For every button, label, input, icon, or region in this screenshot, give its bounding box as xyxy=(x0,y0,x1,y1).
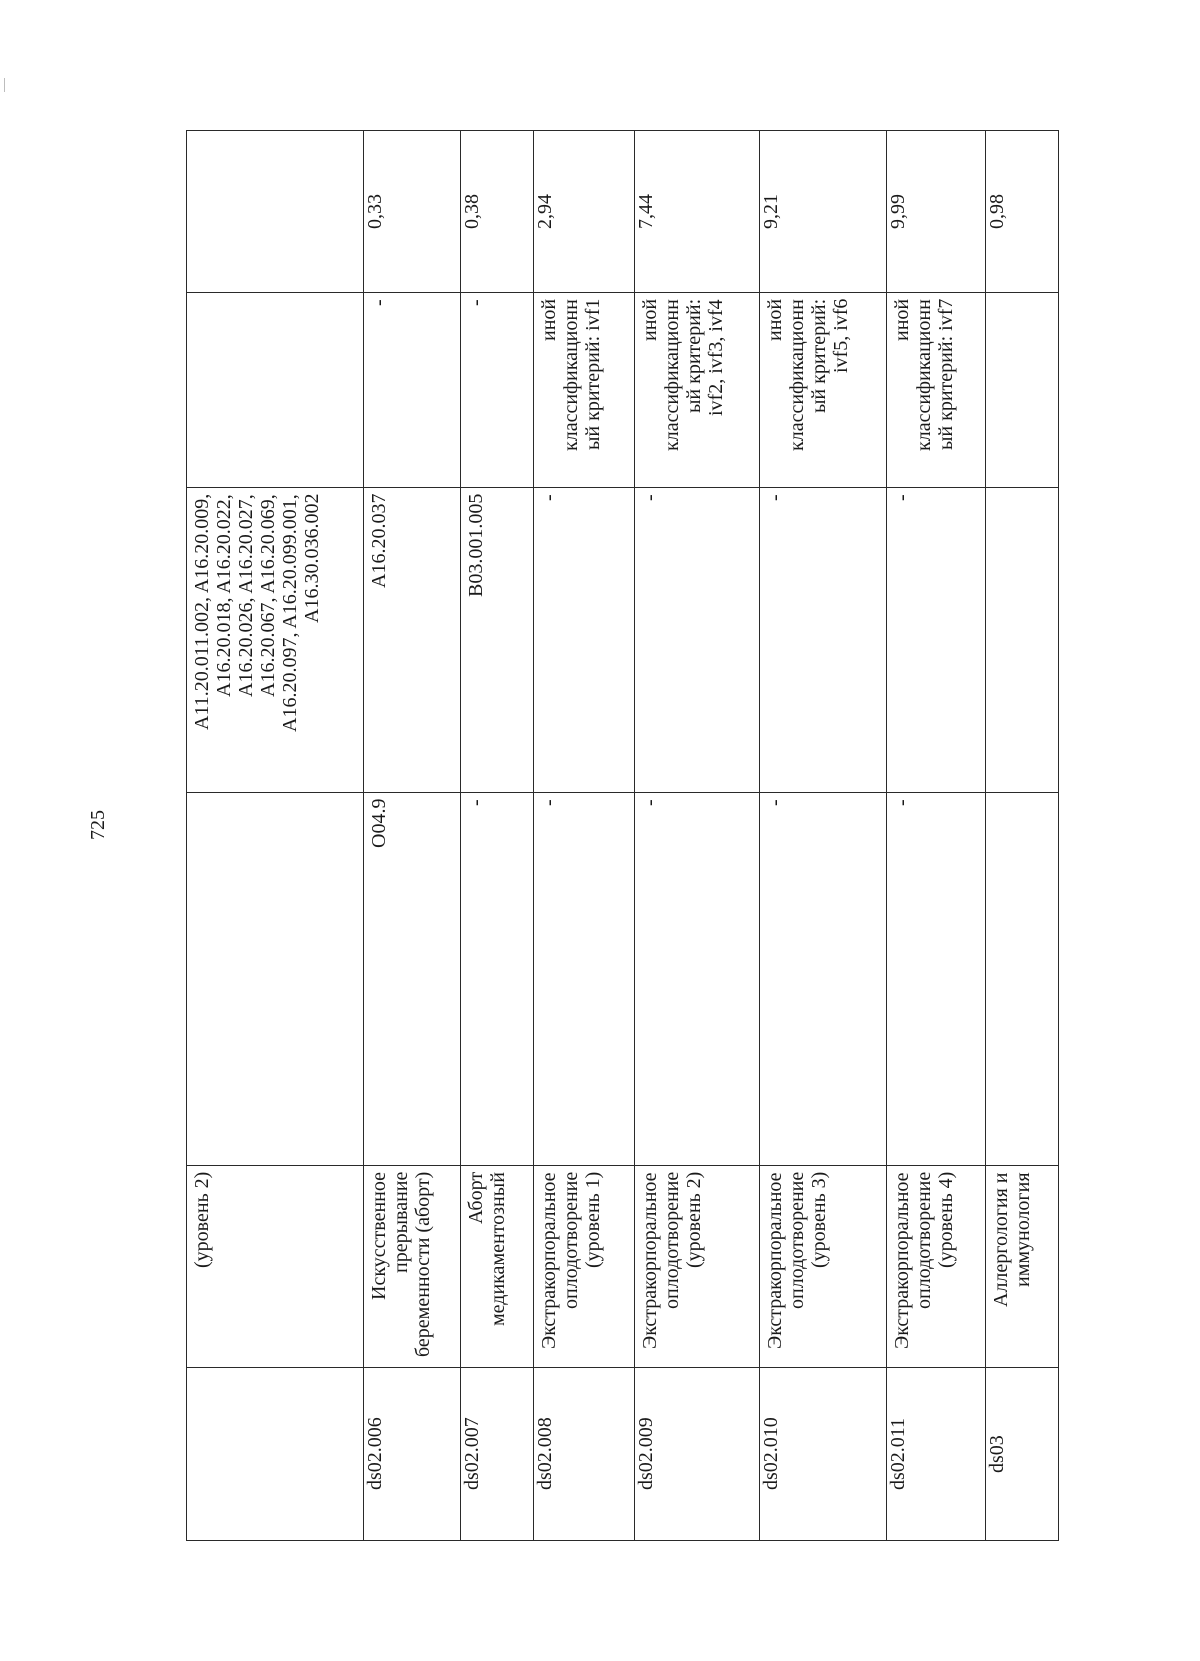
cell-text-service: - xyxy=(764,494,786,501)
cell-diagnosis xyxy=(760,793,887,1166)
cell-coef xyxy=(986,131,1059,293)
cell-diagnosis xyxy=(461,793,534,1166)
column-band-name xyxy=(187,1166,1059,1368)
cell-diagnosis xyxy=(534,793,635,1166)
cell-text-criterion xyxy=(986,293,1058,487)
cell-text-coef: 0,38 xyxy=(461,194,483,229)
cell-name xyxy=(187,1166,364,1368)
cell-name xyxy=(364,1166,461,1368)
cell-text-name: Аллергология и иммунология xyxy=(990,1172,1034,1307)
cell-text-service: A16.20.037 xyxy=(368,494,390,589)
cell-text-name: (уровень 2) xyxy=(191,1172,213,1269)
cell-text-criterion: - xyxy=(465,299,487,306)
cell-text-diagnosis: - xyxy=(639,799,661,806)
cell-text-criterion: иной классификационн ый критерий: ivf7 xyxy=(891,299,957,451)
cell-text-service: A11.20.011.002, A16.20.009, A16.20.018, A16.20.022, A16.20.026, A16.20.027, A16.20.067, A16.20.069, A16.20.097, A16.20.099.001, A16.30.036.002 xyxy=(191,494,323,732)
cell-service xyxy=(187,488,364,793)
cell-text-name: Экстракорпоральное оплодотворение (уровень 3) xyxy=(764,1172,830,1349)
cell-text-name: Искусственное прерывание беременности (аборт) xyxy=(368,1172,434,1358)
cell-text-code xyxy=(187,1368,363,1540)
cell-text-coef: 9,99 xyxy=(887,194,909,229)
cell-code xyxy=(635,1368,760,1541)
cell-code xyxy=(534,1368,635,1541)
cell-coef xyxy=(887,131,986,293)
cell-service xyxy=(635,488,760,793)
cell-coef xyxy=(187,131,364,293)
cell-text-criterion: иной классификационн ый критерий: ivf2, ivf3, ivf4 xyxy=(639,299,727,451)
cell-text-coef: 9,21 xyxy=(760,194,782,229)
cell-text-coef: 2,94 xyxy=(534,194,556,229)
cell-service xyxy=(534,488,635,793)
cell-text-criterion: иной классификационн ый критерий: ivf1 xyxy=(538,299,604,451)
column-band-diagnosis xyxy=(187,793,1059,1166)
cell-text-service: B03.001.005 xyxy=(465,494,487,598)
cell-service xyxy=(461,488,534,793)
cell-code xyxy=(887,1368,986,1541)
cell-text-code: ds03 xyxy=(986,1435,1008,1473)
cell-criterion xyxy=(986,293,1059,488)
cell-text-diagnosis: - xyxy=(538,799,560,806)
cell-text-service xyxy=(986,488,1058,792)
column-band-criterion xyxy=(187,293,1059,488)
cell-text-criterion: - xyxy=(368,299,390,306)
cell-code xyxy=(187,1368,364,1541)
page-number: 725 xyxy=(87,810,109,840)
cell-text-coef xyxy=(187,131,363,292)
cell-text-diagnosis: O04.9 xyxy=(368,799,390,849)
cell-text-coef: 0,33 xyxy=(364,194,386,229)
cell-text-name: Экстракорпоральное оплодотворение (уровень 2) xyxy=(639,1172,705,1349)
cell-criterion xyxy=(364,293,461,488)
cell-text-coef: 7,44 xyxy=(635,194,657,229)
cell-text-name: Экстракорпоральное оплодотворение (уровень 4) xyxy=(891,1172,957,1349)
cell-coef xyxy=(635,131,760,293)
cell-diagnosis xyxy=(187,793,364,1166)
cell-code xyxy=(364,1368,461,1541)
cell-coef xyxy=(461,131,534,293)
cell-service xyxy=(364,488,461,793)
cell-criterion xyxy=(461,293,534,488)
cell-text-name: Аборт медикаментозный xyxy=(465,1172,509,1326)
cell-service xyxy=(986,488,1059,793)
cell-coef xyxy=(364,131,461,293)
cell-diagnosis xyxy=(887,793,986,1166)
cell-criterion xyxy=(187,293,364,488)
cell-name xyxy=(635,1166,760,1368)
cell-text-diagnosis: - xyxy=(465,799,487,806)
cell-name xyxy=(760,1166,887,1368)
cell-code xyxy=(461,1368,534,1541)
cell-name xyxy=(461,1166,534,1368)
cell-text-service: - xyxy=(538,494,560,501)
cell-text-diagnosis: - xyxy=(764,799,786,806)
cell-text-diagnosis xyxy=(187,793,363,1165)
column-band-code xyxy=(187,1368,1059,1541)
tariff-table xyxy=(186,130,1059,1541)
cell-coef xyxy=(534,131,635,293)
cell-criterion xyxy=(534,293,635,488)
cell-diagnosis xyxy=(364,793,461,1166)
cell-text-service: - xyxy=(891,494,913,501)
cell-text-criterion xyxy=(187,293,363,487)
scan-edge-mark xyxy=(4,78,5,92)
column-band-service xyxy=(187,488,1059,793)
column-band-coef xyxy=(187,131,1059,293)
cell-text-name: Экстракорпоральное оплодотворение (уровень 1) xyxy=(538,1172,604,1349)
cell-text-criterion: иной классификационн ый критерий: ivf5, ivf6 xyxy=(764,299,852,451)
cell-criterion xyxy=(760,293,887,488)
cell-text-diagnosis: - xyxy=(891,799,913,806)
cell-text-code: ds02.007 xyxy=(461,1417,483,1491)
cell-text-code: ds02.011 xyxy=(887,1417,909,1491)
cell-service xyxy=(887,488,986,793)
cell-text-service: - xyxy=(639,494,661,501)
cell-text-code: ds02.009 xyxy=(635,1417,657,1491)
cell-text-code: ds02.008 xyxy=(534,1417,556,1491)
cell-name xyxy=(986,1166,1059,1368)
cell-name xyxy=(534,1166,635,1368)
cell-code xyxy=(760,1368,887,1541)
cell-criterion xyxy=(887,293,986,488)
cell-text-diagnosis xyxy=(986,793,1058,1165)
cell-diagnosis xyxy=(635,793,760,1166)
cell-criterion xyxy=(635,293,760,488)
cell-name xyxy=(887,1166,986,1368)
cell-service xyxy=(760,488,887,793)
cell-diagnosis xyxy=(986,793,1059,1166)
cell-text-code: ds02.010 xyxy=(760,1417,782,1491)
cell-text-code: ds02.006 xyxy=(364,1417,386,1491)
cell-code xyxy=(986,1368,1059,1541)
cell-coef xyxy=(760,131,887,293)
cell-text-coef: 0,98 xyxy=(986,194,1008,229)
